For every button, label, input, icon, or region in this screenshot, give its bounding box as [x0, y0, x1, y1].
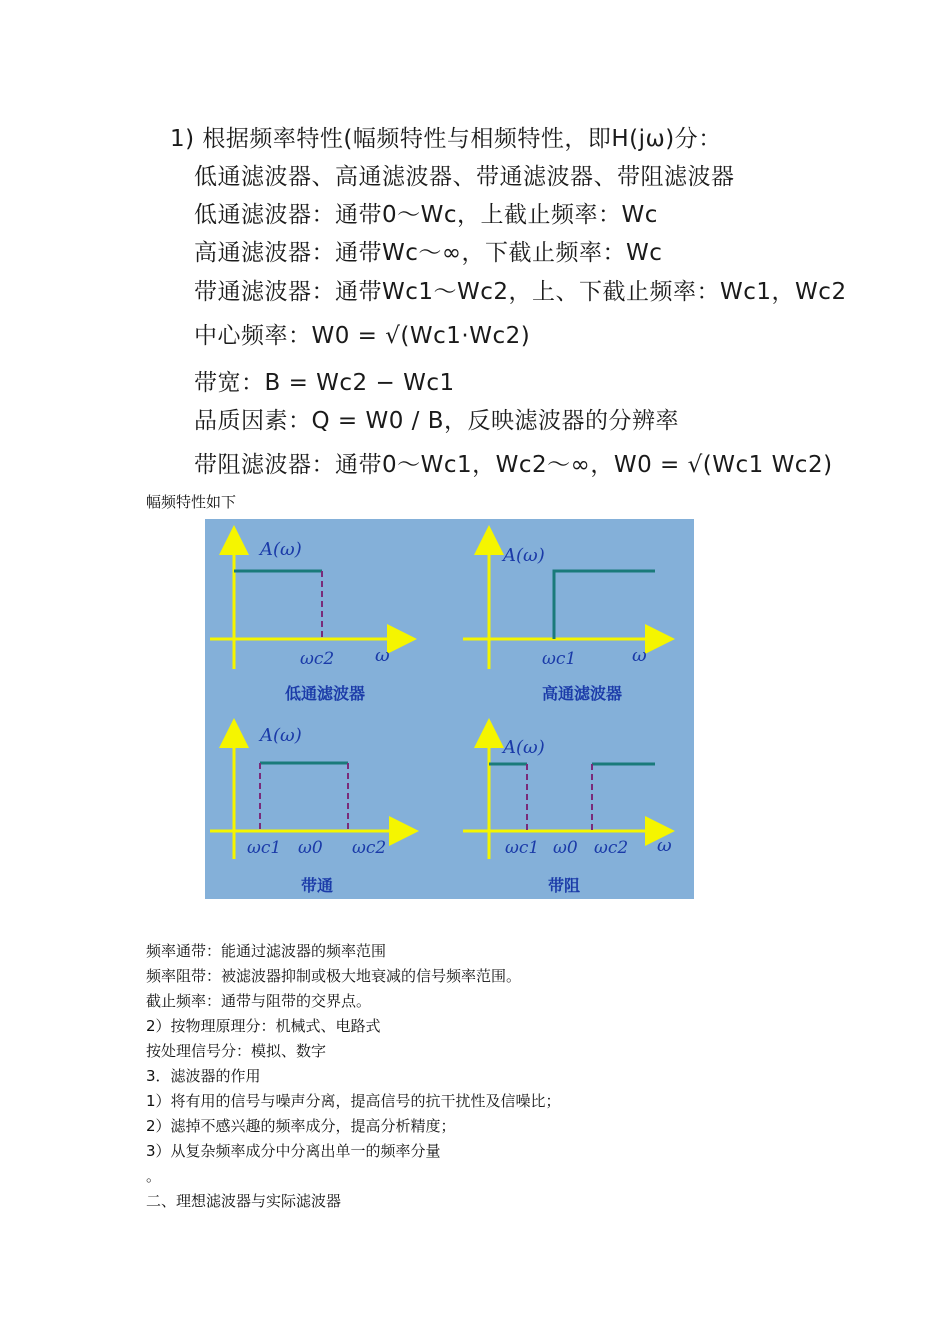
lowpass-definition: 低通滤波器：通带0～Wc，上截止频率：Wc [194, 202, 658, 228]
bandstop-y-label: A(ω) [503, 737, 545, 758]
lowpass-x-label: ω [375, 645, 390, 666]
bandwidth-formula: 带宽：B = Wc2 − Wc1 [194, 370, 455, 396]
highpass-y-label: A(ω) [503, 545, 545, 566]
quality-factor-formula: 品质因素：Q = W0 / B，反映滤波器的分辨率 [194, 408, 680, 434]
section-heading-filter-role: 3．滤波器的作用 [146, 1067, 261, 1085]
paragraph-physical-classification: 2）按物理原理分：机械式、电路式 [146, 1017, 381, 1035]
lowpass-y-label: A(ω) [260, 539, 302, 560]
bandstop-center-label: ω0 [553, 838, 578, 858]
lowpass-title: 低通滤波器 [284, 684, 366, 703]
bandpass-y-label: A(ω) [260, 725, 302, 746]
bandpass-definition: 带通滤波器：通带Wc1～Wc2，上、下截止频率：Wc1，Wc2 [194, 279, 847, 305]
bandstop-c2-label: ωc2 [594, 838, 629, 858]
bandstop-definition: 带阻滤波器：通带0～Wc1，Wc2～∞，W0 = √(Wc1 Wc2) [194, 452, 833, 478]
bandpass-panel [210, 724, 413, 895]
filter-types-list: 低通滤波器、高通滤波器、带通滤波器、带阻滤波器 [194, 164, 735, 190]
paragraph-role-2: 2）滤掉不感兴趣的频率成分，提高分析精度； [146, 1117, 456, 1135]
bandstop-c1-label: ωc1 [505, 838, 540, 858]
bandpass-c2-label: ωc2 [352, 838, 387, 858]
classification-block [0, 0, 950, 490]
bandpass-c1-label: ωc1 [247, 838, 282, 858]
paragraph-period: 。 [146, 1167, 162, 1185]
paragraph-role-3: 3）从复杂频率成分中分离出单一的频率分量 [146, 1142, 441, 1160]
highpass-panel [463, 531, 669, 703]
center-frequency-formula: 中心频率：W0 = √(Wc1·Wc2) [194, 323, 531, 349]
paragraph-cutoff: 截止频率：通带与阻带的交界点。 [146, 992, 372, 1010]
classification-heading: 1) 根据频率特性(幅频特性与相频特性，即H(jω)分： [170, 126, 722, 152]
highpass-title: 高通滤波器 [541, 684, 623, 703]
bandpass-center-label: ω0 [298, 838, 323, 858]
paragraph-signal-classification: 按处理信号分：模拟、数字 [146, 1042, 327, 1060]
figure-caption: 幅频特性如下 [146, 493, 237, 511]
highpass-response-line [554, 571, 655, 639]
response-diagrams [205, 519, 694, 899]
highpass-cutoff-label: ωc1 [542, 649, 577, 669]
amplitude-response-figure [205, 519, 694, 899]
paragraph-stopband: 频率阻带：被滤波器抑制或极大地衰减的信号频率范围。 [146, 967, 522, 985]
bandpass-title: 带通 [300, 876, 334, 895]
highpass-definition: 高通滤波器：通带Wc～∞，下截止频率：Wc [194, 240, 663, 266]
paragraph-passband: 频率通带：能通过滤波器的频率范围 [146, 942, 387, 960]
highpass-x-label: ω [632, 645, 647, 666]
lowpass-panel [210, 531, 411, 703]
section-heading-ideal-vs-real: 二、理想滤波器与实际滤波器 [146, 1192, 342, 1210]
bandstop-title: 带阻 [547, 876, 581, 895]
lowpass-cutoff-label: ωc2 [300, 649, 335, 669]
paragraph-role-1: 1）将有用的信号与噪声分离，提高信号的抗干扰性及信噪比； [146, 1092, 561, 1110]
bandstop-x-label: ω [657, 835, 672, 856]
bandstop-panel [463, 724, 672, 895]
